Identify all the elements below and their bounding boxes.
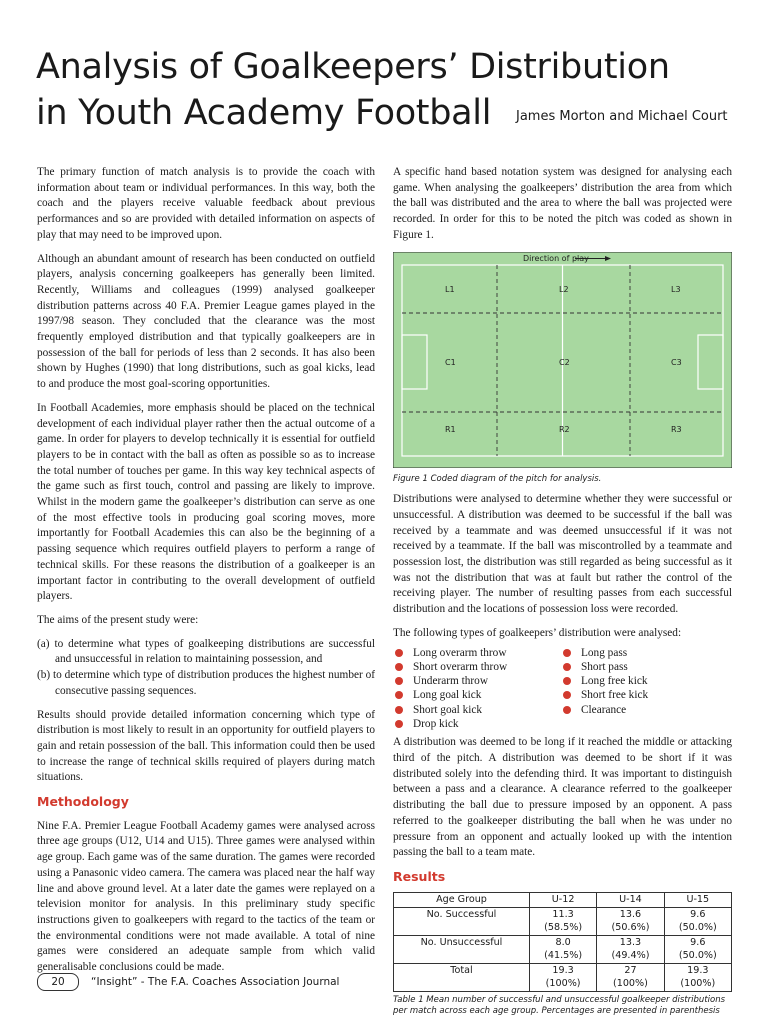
table-row <box>394 964 732 992</box>
list-item: Long goal kick <box>395 688 563 702</box>
table-row <box>394 908 732 936</box>
table-cell <box>529 908 596 936</box>
paragraph: Results should provide detailed information concerning which type of distribution is most likely to result in an opportunity for outfield players to gain and retain possession of the ball. This information could then be used to increase the range of technical skills required of players during match situations. <box>37 708 375 784</box>
aims-list <box>37 637 375 700</box>
zone-label-c3: C3 <box>671 357 682 367</box>
table-row <box>394 936 732 964</box>
table-cell <box>529 964 596 992</box>
zone-label-l3: L3 <box>671 284 681 294</box>
cell-value: 19.3 <box>687 965 709 977</box>
table-cell <box>597 964 664 992</box>
table-cell <box>597 908 664 936</box>
list-item: (b) to determine which type of distribution produces the highest number of consecutive passing sequences. <box>37 669 375 697</box>
distribution-types-col-1 <box>395 646 563 732</box>
authors: James Morton and Michael Court <box>516 109 728 124</box>
table-cell <box>664 908 731 936</box>
paragraph: The primary function of match analysis is to provide the coach with information about team or individual performances. In this way, both the coach and the players receive valuable feedback about previous performances and so are provided with detailed information on aspects of play that may need to be improved upon. <box>37 166 375 241</box>
list-item: Clearance <box>563 703 648 717</box>
cell-value: 13.6 <box>619 909 642 921</box>
pitch-diagram <box>393 252 732 468</box>
list-item: Underarm throw <box>395 674 563 688</box>
direction-of-play-label: Direction of play <box>523 253 589 263</box>
figure-caption: Figure 1 Coded diagram of the pitch for analysis. <box>393 473 602 484</box>
table-caption: Table 1 Mean number of successful and unsuccessful goalkeeper distributions per match across each age group. Percentages are presented in parenthesis <box>393 995 726 1017</box>
list-item: Short free kick <box>563 688 648 702</box>
table-header-row <box>394 892 732 908</box>
cell-percent: (100%) <box>545 977 581 989</box>
page-footer <box>37 973 339 991</box>
table-header: Age Group <box>394 892 530 908</box>
cell-percent: (100%) <box>612 977 648 989</box>
paragraph: Although an abundant amount of research has been conducted on outfield players, analysis concerning goalkeepers has generally been limited. Recently, Williams and colleagues (1999) analysed goalkeeper distribution patterns across 40 F.A. Premier League games played in the 1997/98 season. They concluded that the clearance was the most frequently employed distribution and that typically goalkeepers are in possession of the ball for periods of less than 2 seconds. It has also been shown by Hughes (1990) that long distributions, such as goal kicks, lead to and produce the most goal-scoring opportunities. <box>37 252 375 391</box>
list-item: (a) to determine what types of goalkeeping distributions are successful and unsuccessful in relation to maintaining possession, and <box>37 637 375 666</box>
paragraph: Nine F.A. Premier League Football Academy games were analysed across three age groups (U12, U14 and U15). Three games were analysed within age group. Each game was of the same duration. The games were recorded using a Panasonic video camera. The camera was placed near the half way line and above ground level. At a later date the games were replayed on a television monitor for analysis. In this preliminary study specific instructions given to goalkeepers with regard to the tactics of the team or the environmental conditions were not made available. A total of nine games were considered an adequate sample from which valid generalisable conclusions could be made. <box>37 819 375 974</box>
title-line-1: Analysis of Goalkeepers’ Distribution <box>36 47 670 87</box>
table-header: U-15 <box>664 892 731 908</box>
distribution-types <box>395 646 732 732</box>
results-heading: Results <box>393 868 446 884</box>
cell-value: 13.3 <box>619 937 642 949</box>
paragraph: A specific hand based notation system was designed for analysing each game. When analysing the goalkeepers’ distribution the area from which the ball was distributed and the area to where the ball was projected were recorded. In order for this to be noted the pitch was coded as shown in Figure 1. <box>393 166 732 241</box>
cell-percent: (49.4%) <box>611 949 650 961</box>
title-line-2: in Youth Academy Football <box>36 93 492 133</box>
left-column <box>37 165 375 984</box>
list-item: Short overarm throw <box>395 660 563 674</box>
table-cell <box>529 936 596 964</box>
types-intro: The following types of goalkeepers’ distribution were analysed: <box>393 626 682 639</box>
results-table <box>393 892 732 993</box>
methodology-heading: Methodology <box>37 794 129 810</box>
cell-value: 19.3 <box>552 965 574 977</box>
cell-value: 9.6 <box>690 937 706 949</box>
paragraph: A distribution was deemed to be long if it reached the middle or attacking third of the pitch. A distribution was deemed to be short if it was distributed solely into the defending third. It was important to distinguish between a pass and a clearance. A clearance referred to the goalkeeper distributing the ball due to pressure imposed by an opponent. A pass referred to the goalkeeper distributing the ball when he was under no pressure from an opponent and actually looked up with the intention passing the ball to a team mate. <box>393 736 732 859</box>
cell-value: 27 <box>624 965 637 977</box>
cell-percent: (50.0%) <box>678 921 717 933</box>
right-column <box>393 165 732 1017</box>
cell-percent: (100%) <box>680 977 716 989</box>
zone-label-r1: R1 <box>445 424 456 434</box>
zone-label-r2: R2 <box>559 424 570 434</box>
list-item: Short goal kick <box>395 703 563 717</box>
cell-percent: (41.5%) <box>544 949 583 961</box>
table-cell <box>597 936 664 964</box>
paragraph: In Football Academies, more emphasis should be placed on the technical development of each individual player rather then the actual outcome of a game. In order for players to develop technically it is essential for outfield players to be in contact with the ball as often as possible so as to increase the total number of touches per game. In this way key technical aspects of the game such as first touch, control and passing are likely to improve. Whilst in the modern game the goalkeeper’s distribution can serve as one of the most effective tools in producing goal scoring moves, more importantly for Football Academies this can also be the beginning of a passing sequence which requires outfield players to perform a range of technical skills. For these reasons the distribution of a goalkeeper is an important factor in contributing to the overall development of outfield players. <box>37 401 375 603</box>
list-item: Drop kick <box>395 717 563 731</box>
list-item: Short pass <box>563 660 648 674</box>
list-item: Long pass <box>563 646 648 660</box>
table-header: U-12 <box>529 892 596 908</box>
cell-value: 8.0 <box>555 937 571 949</box>
table-row-label: No. Unsuccessful <box>394 936 530 964</box>
paragraph: Distributions were analysed to determine whether they were successful or unsuccessful. A distribution was deemed to be successful if the ball was received by a teammate and was deemed unsuccessful if it was not received by a teammate. If the ball was miscontrolled by a teammate and possession lost, the distribution was still regarded as being successful as it was not the distribution that was at fault but rather the control of the receiving player. The number of resulting passes from each successful distribution and the locations of possession loss were recorded. <box>393 493 732 616</box>
zone-label-c1: C1 <box>445 357 456 367</box>
cell-value: 11.3 <box>552 909 574 921</box>
page-number: 20 <box>37 973 79 991</box>
zone-label-r3: R3 <box>671 424 682 434</box>
table-row-label: No. Successful <box>394 908 530 936</box>
table-cell <box>664 936 731 964</box>
cell-value: 9.6 <box>690 909 706 921</box>
table-row-label: Total <box>394 964 530 992</box>
journal-name: “Insight” - The F.A. Coaches Association Journal <box>91 976 340 988</box>
zone-label-l2: L2 <box>559 284 569 294</box>
distribution-types-col-2 <box>563 646 648 732</box>
zone-label-l1: L1 <box>445 284 455 294</box>
list-item: Long overarm throw <box>395 646 563 660</box>
list-item: Long free kick <box>563 674 648 688</box>
cell-percent: (58.5%) <box>544 921 583 933</box>
pitch-figure <box>393 252 732 468</box>
cell-percent: (50.6%) <box>611 921 650 933</box>
table-header: U-14 <box>597 892 664 908</box>
cell-percent: (50.0%) <box>678 949 717 961</box>
zone-label-c2: C2 <box>559 357 570 367</box>
table-cell <box>664 964 731 992</box>
aims-intro: The aims of the present study were: <box>37 613 199 626</box>
